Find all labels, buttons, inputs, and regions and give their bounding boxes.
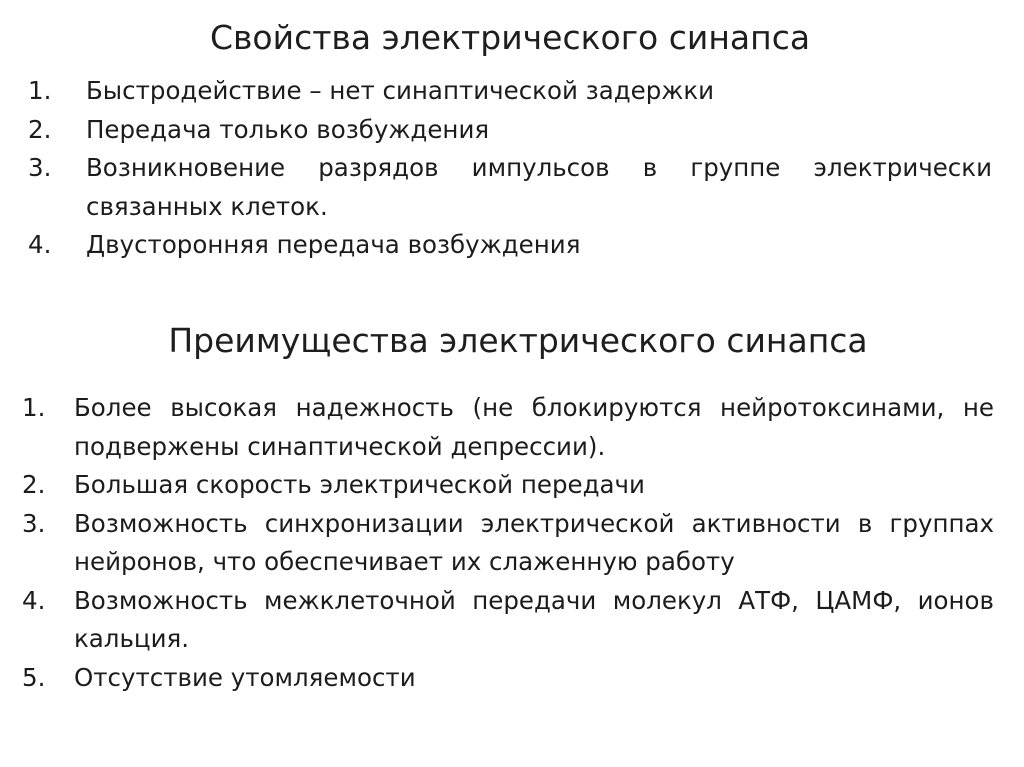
item-text: Двусторонняя передача возбуждения bbox=[86, 230, 581, 259]
list-item bbox=[22, 389, 994, 466]
item-text: Возникновение разрядов импульсов в группе электрически связанных клеток. bbox=[86, 153, 992, 221]
item-number: 2. bbox=[28, 114, 52, 144]
item-text: Отсутствие утомляемости bbox=[74, 662, 416, 692]
item-number: 1. bbox=[22, 393, 46, 422]
item-number: 2. bbox=[22, 470, 46, 499]
list-item bbox=[22, 505, 994, 582]
item-text: Более высокая надежность (не блокируются нейротоксинами, не подвержены синаптической депрессии). bbox=[74, 393, 994, 461]
item-number: 4. bbox=[22, 585, 46, 615]
section-2-title: Преимущества электрического синапса bbox=[168, 321, 868, 360]
item-number: 3. bbox=[28, 153, 52, 182]
item-text: Передача только возбуждения bbox=[86, 114, 490, 144]
item-number: 5. bbox=[22, 662, 46, 692]
item-text: Большая скорость электрической передачи bbox=[74, 470, 645, 499]
item-text: Возможность межклеточной передачи молекул АТФ, ЦАМФ, ионов кальция. bbox=[74, 585, 994, 653]
item-number: 1. bbox=[28, 76, 52, 105]
properties-list bbox=[28, 72, 992, 265]
advantages-list bbox=[22, 389, 994, 697]
list-item bbox=[28, 111, 992, 150]
item-number: 4. bbox=[28, 230, 52, 259]
list-item bbox=[28, 72, 992, 111]
section-1-title: Свойства электрического синапса bbox=[209, 18, 811, 57]
list-item bbox=[22, 659, 994, 698]
list-item bbox=[28, 149, 992, 226]
list-item bbox=[28, 226, 992, 265]
item-text: Быстродействие – нет синаптической задержки bbox=[86, 76, 715, 105]
list-item bbox=[22, 466, 994, 505]
item-number: 3. bbox=[22, 508, 46, 538]
list-item bbox=[22, 582, 994, 659]
item-text: Возможность синхронизации электрической активности в группах нейронов, что обеспечивает их слаженную работу bbox=[74, 508, 994, 576]
